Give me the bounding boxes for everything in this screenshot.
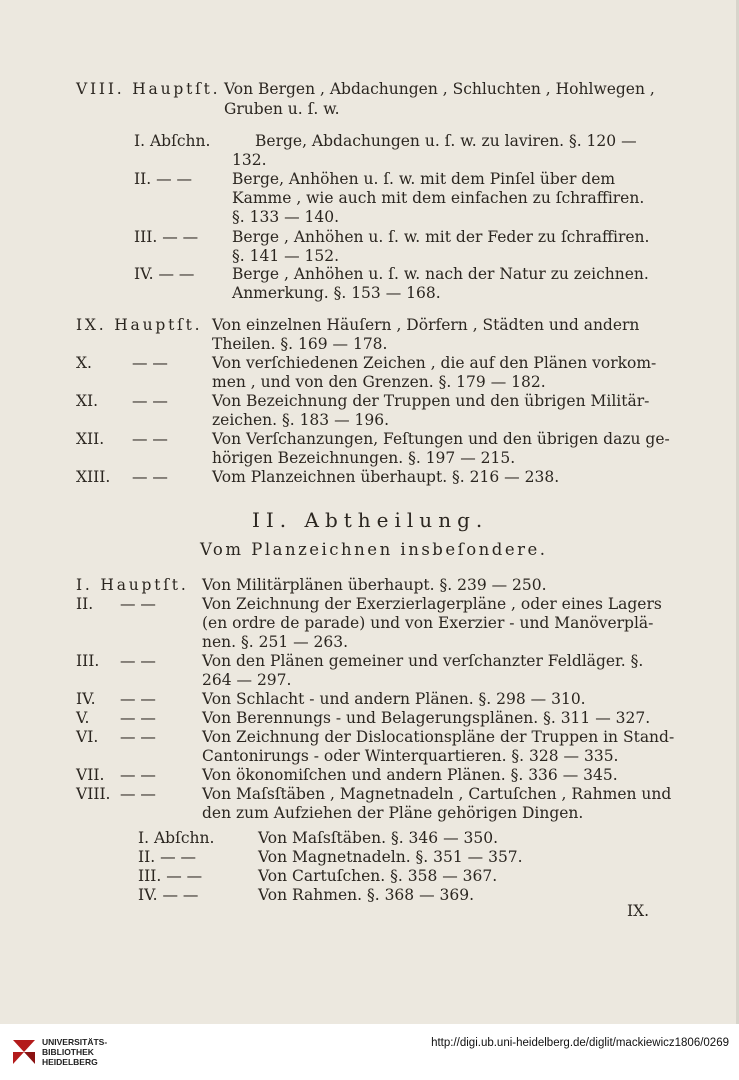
chapter-dash-x: — — bbox=[132, 354, 168, 372]
subsection-label-b2: II. — — bbox=[138, 848, 197, 866]
subsection-title-3: Berge , Anhöhen u. ſ. w. mit der Feder zu ſchraffiren. bbox=[232, 228, 650, 246]
chapter-label-ii: II. bbox=[76, 595, 94, 613]
chapter-title-viii-b: Von Maſsſtäben , Magnetnadeln , Cartuſchen , Rahmen und bbox=[202, 785, 672, 803]
chapter-title-x-cont: men , und von den Grenzen. §. 179 — 182. bbox=[212, 373, 546, 391]
chapter-title-iii: Von den Plänen gemeiner und verſchanzter Feldläger. §. bbox=[202, 652, 644, 670]
subsection-label-2: II. — — bbox=[134, 170, 193, 188]
chapter-label-viii: VIII. Hauptſt. bbox=[76, 80, 221, 98]
subsection-label-b3: III. — — bbox=[138, 867, 203, 885]
subsection-label-3: III. — — bbox=[134, 228, 199, 246]
library-logo-icon bbox=[10, 1036, 38, 1068]
subsection-title-1: Berge, Abdachungen u. ſ. w. zu laviren. §. 120 — bbox=[255, 132, 637, 150]
chapter-label-iii: III. bbox=[76, 652, 100, 670]
chapter-title-vii: Von ökonomiſchen und andern Plänen. §. 336 — 345. bbox=[202, 766, 618, 784]
chapter-title-v: Von Berennungs - und Belagerungsplänen. §. 311 — 327. bbox=[202, 709, 651, 727]
chapter-title-ix-cont: Theilen. §. 169 — 178. bbox=[212, 335, 388, 353]
subsection-title-b4: Von Rahmen. §. 368 — 369. bbox=[258, 886, 475, 904]
chapter-title-viii: Von Bergen , Abdachungen , Schluchten , Hohlwegen , bbox=[224, 80, 655, 98]
subsection-title-3-cont: §. 141 — 152. bbox=[232, 247, 340, 265]
section-subheading: Vom Planzeichnen insbeſondere. bbox=[200, 540, 548, 559]
subsection-label-b1: I. Abſchn. bbox=[138, 829, 215, 847]
chapter-label-v: V. bbox=[76, 709, 90, 727]
chapter-title-vi: Von Zeichnung der Dislocationspläne der Truppen in Stand- bbox=[202, 728, 675, 746]
chapter-dash-v: — — bbox=[120, 709, 156, 727]
section-heading: II. Abtheilung. bbox=[252, 508, 489, 532]
chapter-label-xiii: XIII. bbox=[76, 468, 111, 486]
footer-bar bbox=[0, 1024, 739, 1080]
catchword: IX. bbox=[627, 902, 650, 920]
subsection-title-2: Berge, Anhöhen u. ſ. w. mit dem Pinſel über dem bbox=[232, 170, 616, 188]
chapter-label-xi: XI. bbox=[76, 392, 99, 410]
chapter-title-ii-cont2: nen. §. 251 — 263. bbox=[202, 633, 349, 651]
chapter-label-iv: IV. bbox=[76, 690, 96, 708]
subsection-title-4-cont: Anmerkung. §. 153 — 168. bbox=[232, 284, 441, 302]
chapter-title-viii-cont: Gruben u. ſ. w. bbox=[224, 100, 340, 118]
chapter-title-xiii: Vom Planzeichnen überhaupt. §. 216 — 238. bbox=[212, 468, 560, 486]
chapter-label-viii-b: VIII. bbox=[76, 785, 111, 803]
chapter-dash-xiii: — — bbox=[132, 468, 168, 486]
chapter-dash-viii-b: — — bbox=[120, 785, 156, 803]
chapter-dash-xii: — — bbox=[132, 430, 168, 448]
chapter-title-i: Von Militärplänen überhaupt. §. 239 — 250. bbox=[202, 576, 547, 594]
chapter-label-x: X. bbox=[76, 354, 92, 372]
chapter-title-ii-cont1: (en ordre de parade) und von Exerzier - und Manöverplä- bbox=[202, 614, 654, 632]
subsection-title-2-cont1: Kamme , wie auch mit dem einfachen zu ſchraffiren. bbox=[232, 189, 645, 207]
chapter-title-xi: Von Bezeichnung der Truppen und den übrigen Militär- bbox=[212, 392, 650, 410]
chapter-dash-iv: — — bbox=[120, 690, 156, 708]
chapter-dash-iii: — — bbox=[120, 652, 156, 670]
chapter-dash-xi: — — bbox=[132, 392, 168, 410]
chapter-title-x: Von verſchiedenen Zeichen , die auf den Plänen vorkom- bbox=[212, 354, 657, 372]
subsection-label-4: IV. — — bbox=[134, 265, 195, 283]
library-name-line2: BIBLIOTHEK bbox=[42, 1047, 94, 1057]
chapter-title-xii-cont: hörigen Bezeichnungen. §. 197 — 215. bbox=[212, 449, 516, 467]
chapter-title-vi-cont: Cantonirungs - oder Winterquartieren. §. 328 — 335. bbox=[202, 747, 619, 765]
library-logo-text[interactable] bbox=[42, 1037, 107, 1067]
subsection-title-4: Berge , Anhöhen u. ſ. w. nach der Natur zu zeichnen. bbox=[232, 265, 649, 283]
chapter-dash-vi: — — bbox=[120, 728, 156, 746]
source-url-link[interactable]: http://digi.ub.uni-heidelberg.de/diglit/mackiewicz1806/0269 bbox=[431, 1037, 729, 1049]
chapter-title-iv: Von Schlacht - und andern Plänen. §. 298 — 310. bbox=[202, 690, 586, 708]
library-name-line3: HEIDELBERG bbox=[42, 1057, 98, 1067]
library-name-line1: UNIVERSITÄTS- bbox=[42, 1037, 108, 1047]
chapter-title-ii: Von Zeichnung der Exerzierlagerpläne , oder eines Lagers bbox=[202, 595, 662, 613]
chapter-label-vi: VI. bbox=[76, 728, 99, 746]
chapter-label-ix: IX. Hauptſt. bbox=[76, 316, 203, 334]
subsection-label-b4: IV. — — bbox=[138, 886, 199, 904]
chapter-label-xii: XII. bbox=[76, 430, 105, 448]
chapter-title-xii: Von Verſchanzungen, Feſtungen und den übrigen dazu ge- bbox=[212, 430, 670, 448]
subsection-title-b2: Von Magnetnadeln. §. 351 — 357. bbox=[258, 848, 523, 866]
subsection-title-1-cont: 132. bbox=[232, 151, 267, 169]
chapter-label-i: I. Hauptſt. bbox=[76, 576, 189, 594]
chapter-title-iii-cont: 264 — 297. bbox=[202, 671, 292, 689]
subsection-title-2-cont2: §. 133 — 140. bbox=[232, 208, 340, 226]
chapter-title-xi-cont: zeichen. §. 183 — 196. bbox=[212, 411, 390, 429]
subsection-title-b1: Von Maſsſtäben. §. 346 — 350. bbox=[258, 829, 499, 847]
chapter-title-ix: Von einzelnen Häuſern , Dörfern , Städten und andern bbox=[212, 316, 640, 334]
chapter-label-vii: VII. bbox=[76, 766, 105, 784]
subsection-title-b3: Von Cartuſchen. §. 358 — 367. bbox=[258, 867, 498, 885]
subsection-label-1: I. Abſchn. bbox=[134, 132, 211, 150]
chapter-dash-ii: — — bbox=[120, 595, 156, 613]
chapter-dash-vii: — — bbox=[120, 766, 156, 784]
chapter-title-viii-b-cont: den zum Aufziehen der Pläne gehörigen Dingen. bbox=[202, 804, 584, 822]
